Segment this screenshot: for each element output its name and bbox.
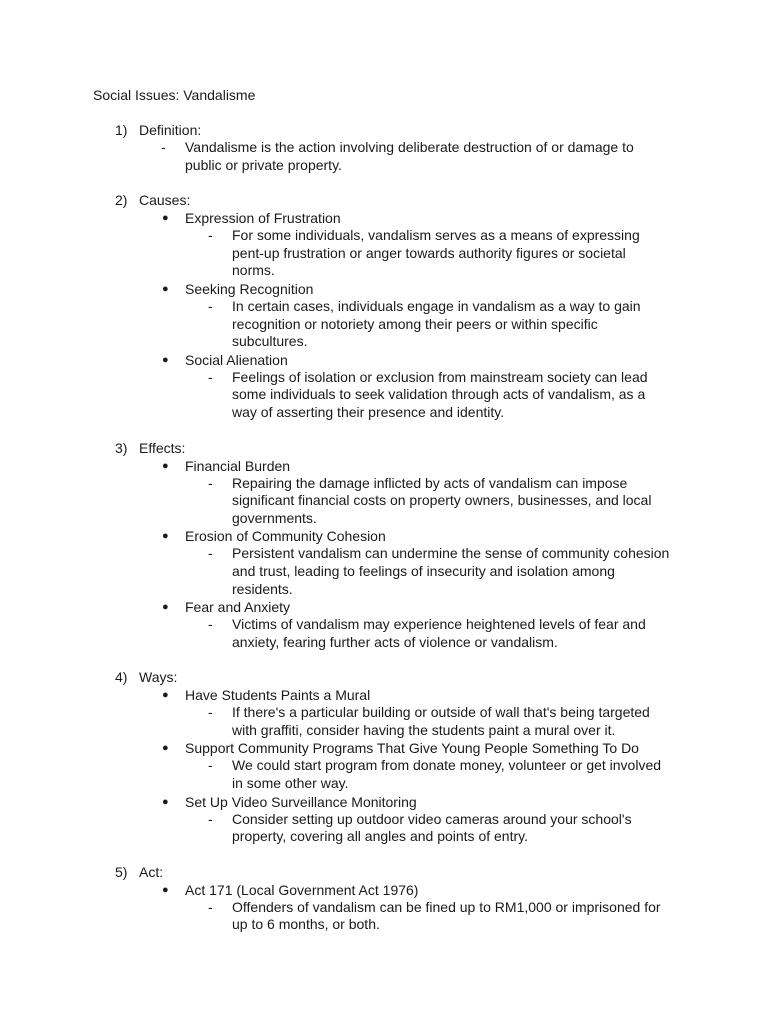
list-item xyxy=(93,881,683,934)
section-heading: Definition: xyxy=(139,122,202,138)
list-item xyxy=(93,686,683,739)
item-description: - Persistent vandalism can undermine the sense of community cohesion and trust, leading to feelings of insecurity and isolation among residents. xyxy=(208,545,670,597)
bullet-marker: ● xyxy=(162,212,169,225)
item-heading: Seeking Recognition xyxy=(185,280,314,297)
list-item xyxy=(93,457,683,528)
dash-marker: - xyxy=(208,545,213,562)
item-heading: Fear and Anxiety xyxy=(185,599,291,616)
item-heading: Support Community Programs That Give Young People Something To Do xyxy=(185,740,639,757)
item-heading: Set Up Video Surveillance Monitoring xyxy=(185,793,417,810)
section-number: 2) xyxy=(115,192,128,209)
list-item xyxy=(93,351,683,422)
list-item xyxy=(93,793,683,846)
dash-marker: - xyxy=(161,139,166,155)
section-heading: Effects: xyxy=(139,439,186,456)
section-act xyxy=(93,863,683,934)
section-number: 3) xyxy=(115,439,128,456)
section-causes xyxy=(93,191,683,421)
section-effects xyxy=(93,439,683,652)
dash-marker: - xyxy=(208,297,213,314)
section-heading: Causes: xyxy=(139,192,191,209)
item-description: - Feelings of isolation or exclusion from mainstream society can lead some individuals to seek validation through acts of vandalism, as a way of asserting their presence and identity. xyxy=(208,368,648,420)
bullet-marker: ● xyxy=(162,282,169,295)
item-description: - For some individuals, vandalism serves as a means of expressing pent-up frustration or anger towards authority figures or societal norms. xyxy=(208,227,640,279)
list-item xyxy=(93,598,683,651)
item-description: - Repairing the damage inflicted by acts of vandalism can impose significant financial costs on property owners, businesses, and local governments. xyxy=(208,474,652,526)
item-description: - Victims of vandalism may experience heightened levels of fear and anxiety, fearing further acts of violence or vandalism. xyxy=(208,616,646,650)
section-heading: Ways: xyxy=(139,669,178,686)
item-description: - Consider setting up outdoor video cameras around your school's property, covering all angles and points of entry. xyxy=(208,810,632,845)
dash-marker: - xyxy=(208,227,213,244)
section-number: 1) xyxy=(115,122,128,138)
item-heading: Financial Burden xyxy=(185,457,291,474)
definition-text: - Vandalisme is the action involving deliberate destruction of or damage to public or private property. xyxy=(161,139,634,173)
section-heading: Act: xyxy=(139,863,164,880)
bullet-marker: ● xyxy=(162,601,169,614)
item-heading: Erosion of Community Cohesion xyxy=(185,528,386,545)
section-ways xyxy=(93,668,683,846)
list-item xyxy=(93,209,683,280)
bullet-marker: ● xyxy=(162,459,169,472)
dash-marker: - xyxy=(208,704,213,721)
section-number: 5) xyxy=(115,863,128,880)
item-description: - Offenders of vandalism can be fined up to RM1,000 or imprisoned for up to 6 months, or both. xyxy=(208,898,661,933)
bullet-marker: ● xyxy=(162,689,169,702)
item-heading: Social Alienation xyxy=(185,351,288,368)
dash-marker: - xyxy=(208,368,213,385)
item-description: - If there's a particular building or outside of wall that's being targeted with graffiti, consider having the students paint a mural over it. xyxy=(208,704,650,738)
dash-marker: - xyxy=(208,474,213,491)
item-description: - In certain cases, individuals engage in vandalism as a way to gain recognition or notoriety among their peers or within specific subcultures. xyxy=(208,297,641,350)
item-heading: Have Students Paints a Mural xyxy=(185,687,371,704)
list-item xyxy=(93,280,683,351)
document-title: Social Issues: Vandalisme xyxy=(93,87,256,103)
item-heading: Act 171 (Local Government Act 1976) xyxy=(185,881,419,898)
section-number: 4) xyxy=(115,669,128,686)
dash-marker: - xyxy=(208,757,213,774)
item-description: - We could start program from donate money, volunteer or get involved in some other way. xyxy=(208,757,662,792)
section-definition xyxy=(93,121,683,174)
list-item xyxy=(93,527,683,598)
dash-marker: - xyxy=(208,810,213,827)
list-item xyxy=(93,739,683,792)
dash-marker: - xyxy=(208,616,213,633)
item-heading: Expression of Frustration xyxy=(185,210,341,227)
dash-marker: - xyxy=(208,898,213,915)
bullet-marker: ● xyxy=(162,742,169,755)
bullet-marker: ● xyxy=(162,795,169,808)
bullet-marker: ● xyxy=(162,353,169,366)
bullet-marker: ● xyxy=(162,883,169,896)
bullet-marker: ● xyxy=(162,530,169,543)
document-body xyxy=(93,86,683,934)
